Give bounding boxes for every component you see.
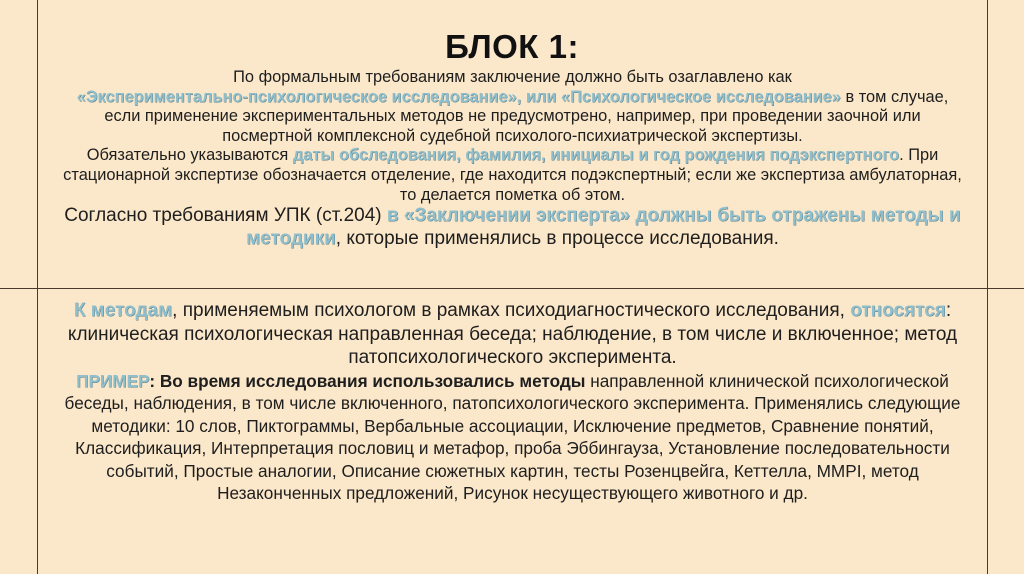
example-bold-lead: Во время исследования использовались методы — [159, 370, 586, 391]
block1-paragraph-3: Согласно требованиям УПК (ст.204) в «Заключении эксперта» должны быть отражены методы и методики, которые применялись в процессе исследования. — [64, 205, 961, 249]
highlight-methods-requirement: в «Заключении эксперта» должны быть отражены методы и методики — [246, 205, 961, 249]
slide-title: БЛОК 1: — [445, 28, 579, 65]
block1-paragraph-2: Обязательно указываются даты обследования, фамилия, инициалы и год рождения подэкспертного. При стационарной экспертизе обозначается отделение, где находится подэкспертный; если же экспертиза амбулаторная, то делается пометка об этом. — [63, 146, 962, 204]
block1-text — [60, 68, 965, 250]
right-border-line — [987, 0, 988, 574]
highlight-example-label: ПРИМЕР — [76, 370, 150, 391]
section-divider — [0, 288, 1024, 289]
highlight-title-options: «Экспериментально-психологическое исследование», или «Психологическое исследование» — [76, 87, 841, 106]
left-border-line — [37, 0, 38, 574]
highlight-include: относятся — [850, 300, 946, 321]
block2-example-paragraph: ПРИМЕР: Во время исследования использовались методы направленной клинической психологической беседы, наблюдения, в том числе включенного, патопсихологического эксперимента. Применялись следующие методики: 10 слов, Пиктограммы, Вербальные ассоциации, Исключение предметов, Сравнение понятий, Классификация, Интерпретация пословиц и метафор, проба Эббингауза, Установление последовательности событий, Простые аналогии, Описание сюжетных картин, тесты Розенцвейга, Кеттелла, MMPI, метод Незаконченных предложений, Рисунок несуществующего животного и др. — [64, 370, 961, 503]
block1-paragraph-1: По формальным требованиям заключение должно быть озаглавлено как «Экспериментально-психологическое исследование», или «Психологическое исследование» в том случае, если применение экспериментальных методов не предусмотрено, например, при проведении заочной или посмертной комплексной судебной психолого-психиатрической экспертизы. — [76, 68, 949, 145]
block2-paragraph-1: К методам, применяемым психологом в рамках психодиагностического исследования, относятся: клиническая психологическая направленная беседа; наблюдение, в том числе и включенное; метод патопсихологического эксперимента. — [67, 300, 958, 368]
highlight-required-fields: даты обследования, фамилия, инициалы и год рождения подэкспертного — [292, 146, 900, 165]
highlight-methods: К методам — [73, 300, 173, 321]
block2-text — [60, 299, 965, 505]
